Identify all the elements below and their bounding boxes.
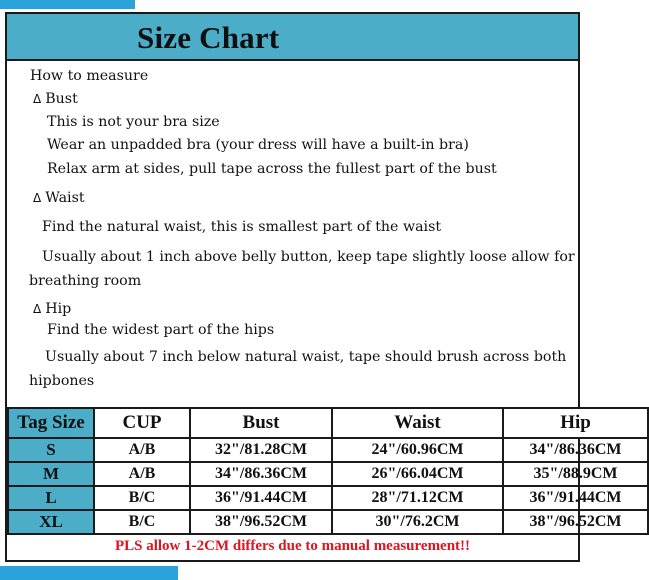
bust-cell: 36"/91.44CM bbox=[190, 486, 332, 510]
cup-cell: A/B bbox=[94, 462, 190, 486]
top-accent-bar bbox=[0, 0, 135, 9]
hip-label: Hip bbox=[45, 301, 72, 317]
cup-cell: B/C bbox=[94, 486, 190, 510]
tag-size-cell: M bbox=[8, 462, 94, 486]
tag-size-cell: XL bbox=[8, 510, 94, 534]
column-header-cup: CUP bbox=[94, 408, 190, 438]
bust-cell: 32"/81.28CM bbox=[190, 438, 332, 462]
bust-cell: 38"/96.52CM bbox=[190, 510, 332, 534]
cup-cell: A/B bbox=[94, 438, 190, 462]
waist-cell: 26"/66.04CM bbox=[332, 462, 503, 486]
tag-size-cell: L bbox=[8, 486, 94, 510]
bust-heading bbox=[33, 92, 78, 106]
hip-line: hipbones bbox=[29, 373, 95, 389]
hip-heading bbox=[33, 302, 71, 316]
tag-size-cell: S bbox=[8, 438, 94, 462]
waist-cell: 24"/60.96CM bbox=[332, 438, 503, 462]
instructions-heading: How to measure bbox=[30, 68, 149, 84]
hip-cell: 35"/88.9CM bbox=[503, 462, 648, 486]
table-row bbox=[8, 438, 648, 462]
table-row bbox=[8, 510, 648, 534]
delta-icon: Δ bbox=[33, 92, 42, 106]
waist-line: Find the natural waist, this is smallest part of the waist bbox=[42, 219, 442, 235]
measure-instructions bbox=[7, 63, 578, 407]
bust-line: This is not your bra size bbox=[47, 114, 220, 130]
waist-line: breathing room bbox=[29, 273, 142, 289]
title-bar bbox=[7, 14, 578, 61]
page-title: Size Chart bbox=[137, 20, 280, 55]
bust-label: Bust bbox=[45, 91, 78, 107]
delta-icon: Δ bbox=[33, 302, 42, 316]
waist-heading bbox=[33, 191, 85, 205]
table-row bbox=[8, 486, 648, 510]
bottom-accent-bar bbox=[0, 566, 178, 580]
column-header-tag-size: Tag Size bbox=[8, 408, 94, 438]
size-table-wrapper bbox=[7, 407, 622, 537]
size-table bbox=[7, 407, 649, 535]
bust-line: Wear an unpadded bra (your dress will have a built-in bra) bbox=[47, 137, 469, 153]
hip-cell: 36"/91.44CM bbox=[503, 486, 648, 510]
column-header-hip: Hip bbox=[503, 408, 648, 438]
measurement-note: PLS allow 1-2CM differs due to manual measurement!! bbox=[114, 538, 471, 554]
waist-line: Usually about 1 inch above belly button, keep tape slightly loose allow for bbox=[42, 249, 575, 265]
delta-icon: Δ bbox=[33, 191, 42, 205]
column-header-waist: Waist bbox=[332, 408, 503, 438]
bust-line: Relax arm at sides, pull tape across the fullest part of the bust bbox=[47, 161, 497, 177]
hip-line: Find the widest part of the hips bbox=[47, 322, 275, 338]
waist-cell: 30"/76.2CM bbox=[332, 510, 503, 534]
waist-cell: 28"/71.12CM bbox=[332, 486, 503, 510]
bust-cell: 34"/86.36CM bbox=[190, 462, 332, 486]
table-header-row bbox=[8, 408, 648, 438]
table-row bbox=[8, 462, 648, 486]
column-header-bust: Bust bbox=[190, 408, 332, 438]
hip-cell: 34"/86.36CM bbox=[503, 438, 648, 462]
hip-line: Usually about 7 inch below natural waist, tape should brush across both bbox=[45, 349, 567, 365]
cup-cell: B/C bbox=[94, 510, 190, 534]
hip-cell: 38"/96.52CM bbox=[503, 510, 648, 534]
size-chart-sheet bbox=[5, 12, 622, 562]
waist-label: Waist bbox=[45, 190, 85, 206]
